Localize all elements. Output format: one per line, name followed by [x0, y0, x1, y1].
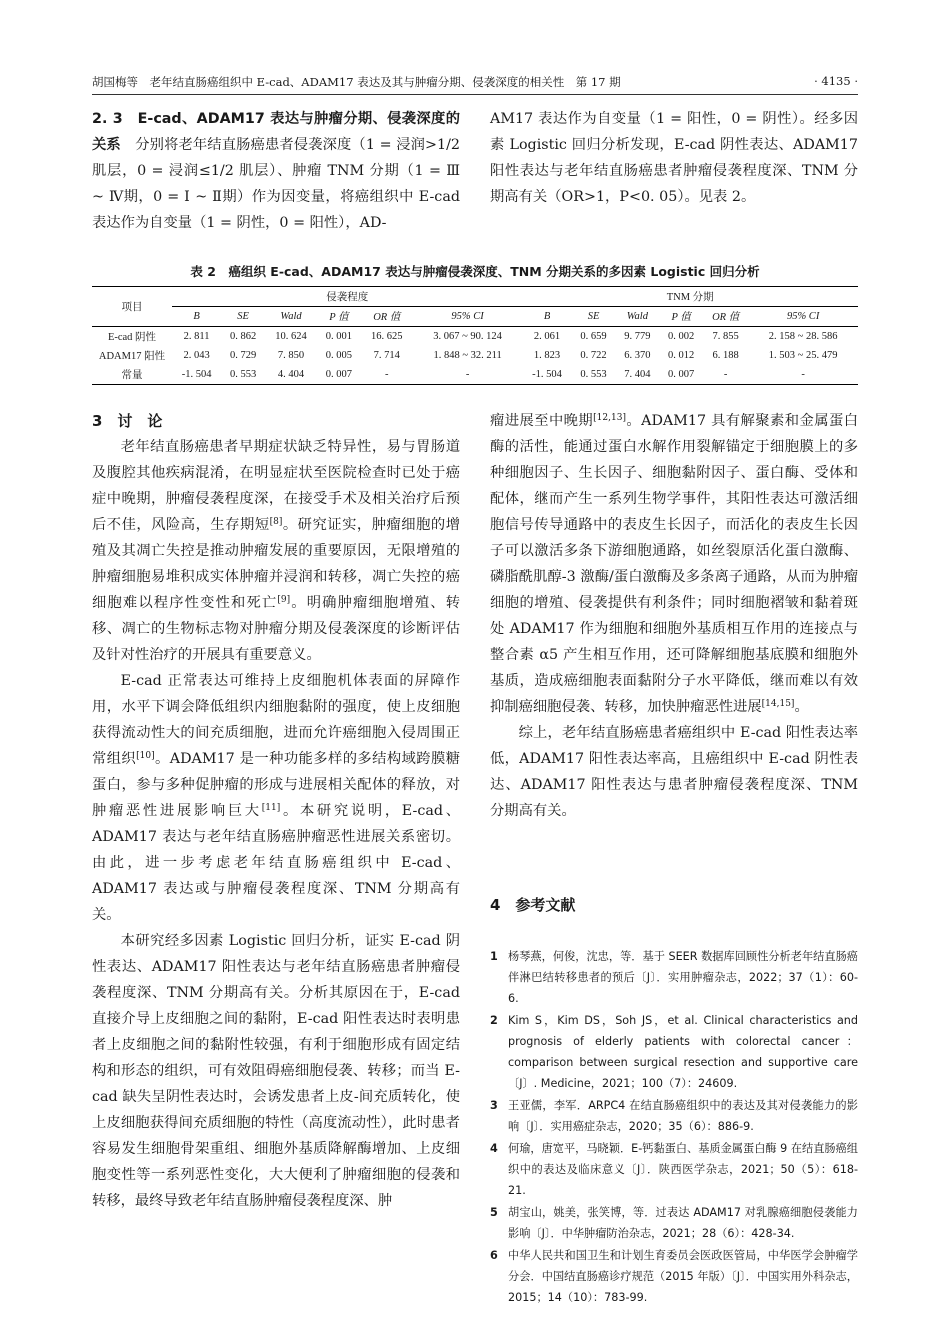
- discussion-paragraph-3-continued: [490, 408, 858, 720]
- table-subheader: B: [522, 307, 571, 327]
- table-header-sub-row: [92, 307, 858, 327]
- reference-number: 2: [490, 1014, 498, 1027]
- citation: [8]: [269, 517, 283, 527]
- citation: [14,15]: [761, 699, 795, 709]
- table-item-header: 项目: [92, 287, 172, 327]
- reference-number: 1: [490, 950, 498, 963]
- reference-number: 3: [490, 1099, 498, 1112]
- references-list: [490, 946, 858, 1309]
- paragraph-text: 老年结直肠癌患者早期症状缺乏特异性，易与胃肠道及腹腔其他疾病混淆，在明显症状至医院检查时已处于癌症中晚期，肿瘤侵袭程度深，在接受手术及相关治疗后预后不佳，风险高，生存期短: [92, 439, 460, 533]
- table-cell: 0. 001: [325, 331, 353, 342]
- citation: [12,13]: [593, 413, 626, 423]
- table-cell: 7. 855: [712, 331, 739, 342]
- reference-item: [490, 1095, 858, 1137]
- citation: [11]: [261, 803, 281, 813]
- table-cell: 3. 067 ~ 90. 124: [433, 331, 502, 342]
- table-cell: -: [413, 365, 523, 385]
- table-cell: -: [703, 365, 748, 385]
- reference-text: 中华人民共和国卫生和计划生育委员会医政医管局，中华医学会肿瘤学分会．中国结直肠癌诊疗规范（2015 年版）〔J〕．中国实用外科杂志，2015；14（10）：783-99.: [508, 1249, 858, 1304]
- table-row-label: 常量: [92, 365, 172, 385]
- discussion-paragraph-3: 本研究经多因素 Logistic 回归分析，证实 E-cad 阴性表达、ADAM17 阳性表达与老年结直肠癌患者肿瘤侵袭程度深、TNM 分期高有关。分析其原因在于，E-cad 直接介导上皮细胞之间的黏附，E-cad 阳性表达时表明患者上皮细胞之间的黏附性较强，有利于细胞形成有固定结构和形态的组织，可有效阻碍癌细胞侵袭、转移；而当 E-cad 缺失呈阴性表达时，会诱发患者上皮-间充质转化，使上皮细胞获得间充质细胞的特性（高度流动性），此时患者容易发生细胞骨架重组、细胞外基质降解酶增加、上皮细胞变性等一系列恶性变化，大大便利了肿瘤细胞的侵袭和转移，最终导致老年结直肠肿瘤侵袭程度深、肿: [92, 933, 460, 1209]
- table-subheader: P 值: [659, 307, 703, 327]
- section-2-3-continued: AM17 表达作为自变量（1 = 阳性，0 = 阴性）。经多因素 Logistic 回归分析发现，E-cad 阴性表达、ADAM17 阳性表达与老年结直肠癌患者肿瘤侵袭程度深、TNM 分期高有关（OR>1，P<0. 05）。见表 2。: [490, 111, 858, 205]
- table-cell: 0. 722: [580, 350, 607, 361]
- conclusion-paragraph: 综上，老年结直肠癌患者癌组织中 E-cad 阳性表达率低，ADAM17 阳性表达率高，且癌组织中 E-cad 阴性表达、ADAM17 阳性表达与患者肿瘤侵袭程度深、TNM 分期高有关。: [490, 725, 858, 819]
- reference-number: 5: [490, 1206, 498, 1219]
- table-cell: 6. 370: [624, 350, 651, 361]
- discussion-paragraph-1: [92, 434, 460, 668]
- section-2-3-text: 分别将老年结直肠癌患者侵袭深度（1 = 浸润>1/2 肌层，0 = 浸润≤1/2 肌层）、肿瘤 TNM 分期（1 = Ⅲ ~ Ⅳ期，0 = Ⅰ ~ Ⅱ期）作为因变量，将癌组织中 E-cad 表达作为自变量（1 = 阴性，0 = 阳性），AD-: [92, 137, 461, 231]
- table-row-label: E-cad 阴性: [107, 332, 157, 343]
- table-2-caption: 表 2 癌组织 E-cad、ADAM17 表达与肿瘤侵袭深度、TNM 分期关系的多因素 Logistic 回归分析: [190, 264, 760, 279]
- table-subheader: SE: [221, 307, 265, 327]
- table-cell: -1. 504: [172, 365, 221, 385]
- table-cell: 7. 404: [615, 365, 659, 385]
- citation: [10]: [136, 751, 155, 761]
- table-subheader: SE: [572, 307, 616, 327]
- table-cell: 0. 729: [230, 350, 257, 361]
- table-cell: 0. 659: [580, 331, 607, 342]
- citation: [9]: [277, 595, 291, 605]
- table-cell: -: [361, 365, 413, 385]
- section-2-3-left: [92, 106, 460, 236]
- table-subheader: OR 值: [703, 307, 748, 327]
- page-number: · 4135 ·: [814, 74, 858, 88]
- table-subheader: 95% CI: [413, 307, 523, 327]
- table-cell: 16. 625: [371, 331, 403, 342]
- table-group-tnm: TNM 分期: [522, 287, 858, 307]
- table-cell: 9. 779: [624, 331, 651, 342]
- table-cell: -: [748, 365, 858, 385]
- reference-item: [490, 1202, 858, 1244]
- table-cell: 1. 848 ~ 32. 211: [433, 350, 502, 361]
- paragraph-text: 。ADAM17 是一种功能多样的多结构域跨膜糖蛋白，参与多种促肿瘤的形成与进展相关配体的释放，对肿瘤恶性进展影响巨大: [92, 751, 460, 819]
- paragraph-text: 。明确肿瘤细胞增殖、转移、凋亡的生物标志物对肿瘤分期及侵袭深度的诊断评估及针对性治疗的开展具有重要意义。: [92, 595, 461, 663]
- section-2-3-paragraph: [92, 106, 460, 236]
- reference-text: 胡宝山，姚美，张笑博，等．过表达 ADAM17 对乳腺癌细胞侵袭能力影响〔J〕．中华肿瘤防治杂志，2021；28（6）：428-34.: [508, 1206, 858, 1240]
- table-cell: 0. 005: [325, 350, 353, 361]
- table-cell: 0. 553: [221, 365, 265, 385]
- reference-number: 6: [490, 1249, 498, 1262]
- discussion-paragraph-2: [92, 668, 460, 928]
- table-subheader: B: [172, 307, 221, 327]
- discussion-heading: 3 讨 论: [92, 412, 163, 430]
- table-header-group-row: [92, 287, 858, 307]
- section-2-3-heading: 2. 3 E-cad、ADAM17 表达与肿瘤分期、侵袭深度的关系: [92, 111, 460, 153]
- running-header: [92, 72, 858, 95]
- table-2: [92, 286, 858, 385]
- table-cell: 0. 007: [317, 365, 361, 385]
- table-cell: 4. 404: [265, 365, 317, 385]
- paragraph-text: 。本研究说明，E-cad、ADAM17 表达与老年结直肠癌肿瘤恶性进展关系密切。由此，进一步考虑老年结直肠癌组织中 E-cad、ADAM17 表达或与肿瘤侵袭程度深、TNM 分期高有关。: [92, 803, 461, 923]
- paragraph-text: 。研究证实，肿瘤细胞的增殖及其凋亡失控是推动肿瘤发展的重要原因，无限增殖的肿瘤细胞易堆积成实体肿瘤并浸润和转移，凋亡失控的癌细胞难以程序性变性和死亡: [92, 517, 460, 611]
- table-subheader: OR 值: [361, 307, 413, 327]
- table-subheader: P 值: [317, 307, 361, 327]
- discussion-left-column: [92, 408, 460, 1214]
- reference-item: [490, 1010, 858, 1094]
- paragraph-text: 瘤进展至中晚期: [490, 413, 594, 429]
- table-cell: 0. 007: [659, 365, 703, 385]
- paragraph-text: E-cad 正常表达可维持上皮细胞机体表面的屏障作用，水平下调会降低组织内细胞黏附的强度，使上皮细胞获得流动性大的间充质细胞，进而允许癌细胞入侵周围正常组织: [92, 673, 460, 767]
- table-cell: 2. 061: [533, 331, 561, 342]
- reference-text: 何瑜，唐宽平，马晓颖．E-钙黏蛋白、基质金属蛋白酶 9 在结直肠癌组织中的表达及临床意义〔J〕．陕西医学杂志，2021；50（5）：618-21.: [508, 1142, 858, 1197]
- section-2-3-right: [490, 106, 858, 210]
- reference-number: 4: [490, 1142, 498, 1155]
- reference-item: [490, 1245, 858, 1308]
- table-subheader: Wald: [615, 307, 659, 327]
- table-row: [92, 365, 858, 385]
- table-group-invasion: 侵袭程度: [172, 287, 522, 307]
- table-cell: 2. 043: [183, 350, 210, 361]
- table-subheader: Wald: [265, 307, 317, 327]
- references-heading: 4 参考文献: [490, 896, 576, 914]
- table-cell: 0. 002: [668, 331, 695, 342]
- table-cell: 1. 823: [533, 350, 561, 361]
- table-cell: 0. 553: [572, 365, 616, 385]
- paragraph-text: 。ADAM17 具有解聚素和金属蛋白酶的活性，能通过蛋白水解作用裂解锚定于细胞膜上的多种细胞因子、生长因子、细胞黏附因子、蛋白酶、受体和配体，继而产生一系列生物学事件，其阳性表达可激活细胞信号传导通路中的表皮生长因子，而活化的表皮生长因子可以激活多条下游细胞通路，如丝裂原活化蛋白激酶、磷脂酰肌醇-3 激酶/蛋白激酶及多条离子通路，从而为肿瘤细胞的增殖、侵袭提供有利条件；同时细胞褶皱和黏着斑处 ADAM17 作为细胞和细胞外基质相互作用的连接点与整合素 α5 产生相互作用，还可降解细胞基底膜和细胞外基质，造成癌细胞表面黏附分子水平降低，继而难以有效抑制癌细胞侵袭、转移，加快肿瘤恶性进展: [490, 413, 859, 715]
- table-cell: 1. 503 ~ 25. 479: [768, 350, 838, 361]
- table-cell: 10. 624: [275, 331, 307, 342]
- table-cell: 6. 188: [712, 350, 739, 361]
- table-cell: 2. 811: [183, 331, 210, 342]
- table-cell: -1. 504: [522, 365, 571, 385]
- table-row: [92, 327, 858, 347]
- reference-item: [490, 1138, 858, 1201]
- reference-text: 杨琴燕，何俊，沈忠，等．基于 SEER 数据库回顾性分析老年结直肠癌伴淋巴结转移患者的预后〔J〕．实用肿瘤杂志，2022；37（1）：60-6.: [508, 950, 858, 1005]
- table-subheader: 95% CI: [748, 307, 858, 327]
- table-cell: 0. 862: [230, 331, 257, 342]
- table-cell: 7. 714: [373, 350, 400, 361]
- table-cell: 2. 158 ~ 28. 586: [768, 331, 838, 342]
- reference-text: 王亚儒，李军．ARPC4 在结直肠癌组织中的表达及其对侵袭能力的影响〔J〕．实用癌症杂志，2020；35（6）：886-9.: [508, 1099, 858, 1133]
- reference-item: [490, 946, 858, 1009]
- reference-text: Kim S，Kim DS，Soh JS，et al. Clinical characteristics and prognosis of elderly patients with colorectal cancer：comparison between surgical resection and supportive care〔J〕. Medicine，2021；100（7）：24609.: [508, 1014, 858, 1090]
- table-row-label: ADAM17 阳性: [98, 351, 166, 362]
- header-citation: 胡国梅等 老年结直肠癌组织中 E-cad、ADAM17 表达及其与肿瘤分期、侵袭深度的相关性 第 17 期: [92, 75, 621, 89]
- table-cell: 0. 012: [668, 350, 695, 361]
- discussion-right-column: [490, 408, 858, 824]
- table-cell: 7. 850: [277, 350, 305, 361]
- paragraph-text: 。: [794, 699, 809, 715]
- table-row: [92, 346, 858, 365]
